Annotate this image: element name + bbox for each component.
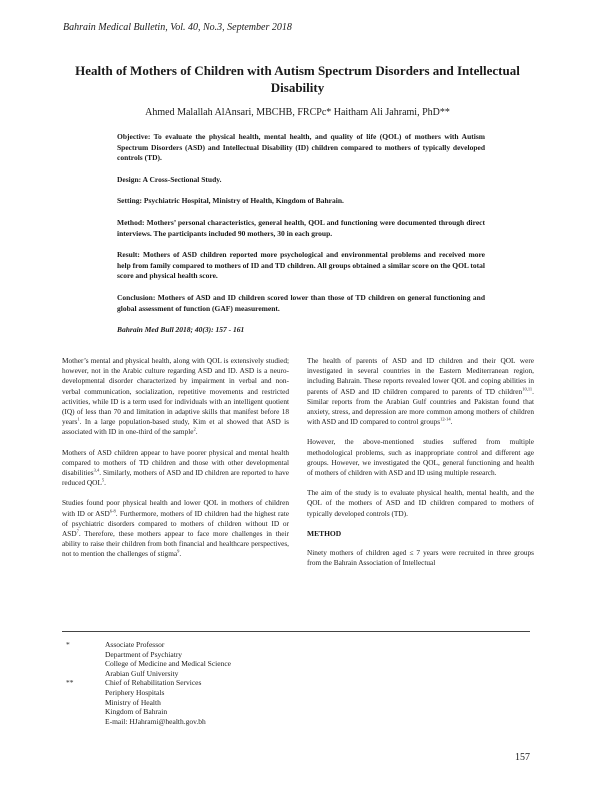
left-paragraph-2: Mothers of ASD children appear to have poorer physical and mental health compared to mothers of TD children and those with other developmental disabilities$^{3,4}$. Similarly, mothers of ASD and ID children are reported to have reduced QOL$^5$. — [62, 447, 289, 488]
right-paragraph-2: However, the above-mentioned studies suffered from multiple methodological problems, such as inappropriate control and different age groups. However, we investigated the QOL, general functioning and health of mothers of children with ASD and ID using multiple research. — [307, 437, 534, 478]
right-paragraph-3: The aim of the study is to evaluate physical health, mental health, and the QOL of the mothers of ASD and ID children compared to mothers of typically developed controls (TD). — [307, 488, 534, 518]
right-paragraph-1: The health of parents of ASD and ID children and their QOL were investigated in several countries in the Eastern Mediterranean region, including Bahrain. These reports revealed lower QOL and coping abilities in parents of ASD and ID children compared to parents of TD children$^{10,11}$. Similar reports from the Arabian Gulf countries and Pakistan found that anxiety, stress, and depression are more common among mothers of children with ASD and ID compared to control groups$^{12-14}$. — [307, 356, 534, 427]
footnote-line: Periphery Hospitals — [105, 687, 165, 697]
footnote-line: College of Medicine and Medical Science — [105, 659, 231, 669]
left-paragraph-3: Studies found poor physical health and lower QOL in mothers of children with ID or ASD$^{6-8}$. Furthermore, mothers of ID children had the highest rate of psychiatric disorders compared to mothers of children without ID or ASD$^7$. Therefore, these mothers appear to face more challenges in their ability to raise their children from both financial and healthcare perspectives, not to mention the challenges of stigma$^9$. — [62, 498, 289, 559]
left-column — [62, 356, 289, 570]
abstract-objective: Objective: To evaluate the physical health, mental health, and quality of life (QOL) of mothers with Autism Spectrum Disorders (ASD) and Intellectual Disability (ID) children compared to mothers of typically developed controls (TD). — [117, 132, 485, 163]
journal-header: Bahrain Medical Bulletin, Vol. 40, No.3, September 2018 — [63, 22, 292, 33]
abstract-conclusion: Conclusion: Mothers of ASD and ID children scored lower than those of TD children on general functioning and global assessment of function (GAF) measurement. — [117, 292, 485, 313]
footnote-1 — [62, 640, 231, 678]
page-number: 157 — [515, 752, 530, 763]
right-paragraph-4: Ninety mothers of children aged ≤ 7 years were recruited in three groups from the Bahrain Association of Intellectual — [307, 547, 534, 568]
authors-line: Ahmed Malallah AlAnsari, MBCHB, FRCPc* Haitham Ali Jahrami, PhD** — [145, 107, 450, 118]
footnote-line: Chief of Rehabilitation Services — [105, 678, 202, 688]
footnote-2 — [62, 678, 231, 726]
abstract-design: Design: A Cross-Sectional Study. — [117, 174, 222, 184]
article-title: Health of Mothers of Children with Autism Spectrum Disorders and Intellectual Disability — [75, 63, 520, 95]
abstract-setting: Setting: Psychiatric Hospital, Ministry of Health, Kingdom of Bahrain. — [117, 196, 344, 206]
method-heading: METHOD — [307, 528, 342, 538]
footnote-divider — [62, 631, 530, 632]
left-paragraph-1: Mother’s mental and physical health, along with QOL is extensively studied; however, not in the Arabic culture regarding ASD and ID. ASD is a neuro-developmental disorder characterized by impairment in verbal and non-verbal communication, socialization, repetitive movements and restricted activities, while ID is a term used for individuals with an intelligent quotient (IQ) of less than 70 and limitation in adaptive skills that manifest before 18 years$^1$. In a large population-based study, Kim et al showed that ASD is associated with ID in one-third of the sample$^2$. — [62, 356, 289, 437]
footnote-line: Kingdom of Bahrain — [105, 707, 168, 717]
abstract-result: Result: Mothers of ASD children reported more psychological and environmental problems and received more help from family compared to mothers of ID and TD children. All groups obtained a similar score on the QOL total score and physical health score. — [117, 250, 485, 281]
footnote-mark: ** — [66, 678, 74, 688]
abstract-citation: Bahrain Med Bull 2018; 40(3): 157 - 161 — [117, 325, 245, 335]
footnote-mark: * — [66, 640, 70, 649]
right-column — [307, 356, 534, 578]
abstract — [117, 132, 485, 347]
footnote-line: Ministry of Health — [105, 697, 161, 707]
footnote-line: Associate Professor — [105, 640, 165, 649]
abstract-method: Method: Mothers’ personal characteristics, general health, QOL and functioning were documented through direct interviews. The participants included 90 mothers, 30 in each group. — [117, 217, 485, 238]
footnote-line: Arabian Gulf University — [105, 668, 179, 678]
footnote-line: Department of Psychiatry — [105, 649, 183, 659]
footnote-email[interactable]: E-mail: HJahrami@health.gov.bh — [105, 716, 206, 726]
footnotes — [62, 640, 231, 726]
